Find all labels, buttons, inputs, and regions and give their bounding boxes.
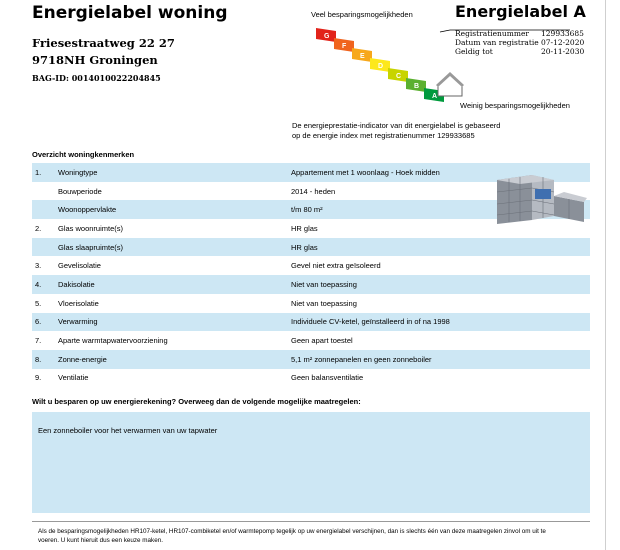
registration-info <box>455 29 601 56</box>
registration-row <box>455 47 601 56</box>
row-value: Gevel niet extra geïsoleerd <box>291 261 381 271</box>
row-value: t/m 80 m² <box>291 205 323 215</box>
row-number: 6. <box>35 317 42 327</box>
row-label: Woonoppervlakte <box>58 205 117 215</box>
scale-band-letter: D <box>378 63 384 70</box>
footnote-line: voeren. U kunt hieruit dus een keuze maken. <box>38 537 163 544</box>
row-label: Gevelisolatie <box>58 261 101 271</box>
row-number: 4. <box>35 279 42 289</box>
row-label: Zonne-energie <box>58 354 107 364</box>
scale-band-letter: C <box>396 73 402 80</box>
scale-top-text: Veel besparingsmogelijkheden <box>311 10 413 19</box>
row-label: Dakisolatie <box>58 279 95 289</box>
address-city: 9718NH Groningen <box>32 53 158 67</box>
row-value: Geen apart toestel <box>291 336 353 346</box>
table-row <box>32 369 590 388</box>
row-number: 8. <box>35 354 42 364</box>
registration-value: 129933685 <box>541 29 584 38</box>
scale-band-letter: E <box>360 53 365 60</box>
measures-box <box>32 412 590 513</box>
registration-value: 20-11-2030 <box>541 47 585 56</box>
row-number: 2. <box>35 223 42 233</box>
row-value: Niet van toepassing <box>291 279 357 289</box>
table-row <box>32 238 590 257</box>
measures-question: Wilt u besparen op uw energierekening? Overweeg dan de volgende mogelijke maatregelen: <box>32 397 361 406</box>
address-street: Friesestraatweg 22 27 <box>32 36 175 50</box>
energy-label-scale <box>300 6 590 116</box>
row-label: Verwarming <box>58 317 98 327</box>
building-icon <box>492 172 587 227</box>
registration-value: 07-12-2020 <box>541 38 585 47</box>
row-number: 3. <box>35 261 42 271</box>
epi-description <box>292 121 552 141</box>
footnote <box>38 527 578 545</box>
footer-separator <box>32 521 590 522</box>
epi-line: op de energie index met registratienummer 129933685 <box>292 131 475 140</box>
scale-bottom-text: Weinig besparingsmogelijkheden <box>460 101 570 110</box>
energy-label-heading: Energielabel A <box>455 2 586 21</box>
row-value: 5,1 m² zonnepanelen en geen zonneboiler <box>291 354 432 364</box>
scale-band-letter: F <box>342 43 347 50</box>
measure-item: Een zonneboiler voor het verwarmen van uw tapwater <box>38 426 218 435</box>
table-row <box>32 331 590 350</box>
row-number: 5. <box>35 298 42 308</box>
bag-id: BAG-ID: 0014010022204845 <box>32 73 161 83</box>
registration-key: Geldig tot <box>455 47 493 56</box>
overview-title: Overzicht woningkenmerken <box>32 150 135 159</box>
row-number: 7. <box>35 336 42 346</box>
row-value: 2014 - heden <box>291 186 336 196</box>
document-title: Energielabel woning <box>32 3 228 23</box>
page-edge-line <box>605 0 606 550</box>
epi-line: De energieprestatie-indicator van dit energielabel is gebaseerd <box>292 121 501 130</box>
scale-band-letter: A <box>432 93 438 100</box>
registration-row <box>455 29 601 38</box>
row-label: Bouwperiode <box>58 186 102 196</box>
row-value: HR glas <box>291 223 318 233</box>
registration-key: Datum van registratie <box>455 38 539 47</box>
scale-band-letter: G <box>324 33 330 40</box>
table-row <box>32 294 590 313</box>
row-label: Vloerisolatie <box>58 298 99 308</box>
registration-row <box>455 38 601 47</box>
row-label: Glas woonruimte(s) <box>58 223 124 233</box>
table-row <box>32 350 590 369</box>
row-number: 9. <box>35 373 42 383</box>
table-row <box>32 275 590 294</box>
row-value: HR glas <box>291 242 318 252</box>
row-number: 1. <box>35 167 42 177</box>
row-label: Woningtype <box>58 167 98 177</box>
row-value: Geen balansventilatie <box>291 373 364 383</box>
row-value: Niet van toepassing <box>291 298 357 308</box>
registration-key: Registratienummer <box>455 29 529 38</box>
table-row <box>32 313 590 332</box>
table-row <box>32 256 590 275</box>
row-value: Appartement met 1 woonlaag - Hoek midden <box>291 167 440 177</box>
scale-band-letter: B <box>414 83 420 90</box>
house-icon <box>436 72 464 96</box>
row-label: Ventilatie <box>58 373 89 383</box>
row-label: Glas slaapruimte(s) <box>58 242 124 252</box>
row-label: Aparte warmtapwatervoorziening <box>58 336 168 346</box>
row-value: Individuele CV-ketel, geïnstalleerd in of na 1998 <box>291 317 450 327</box>
footnote-line: Als de besparingsmogelijkheden HR107-ketel, HR107-combiketel en/of warmtepomp tegelijk op uw energielabel verschijnen, dan is slechts één van deze maatregelen zinvol om uit te <box>38 528 546 535</box>
